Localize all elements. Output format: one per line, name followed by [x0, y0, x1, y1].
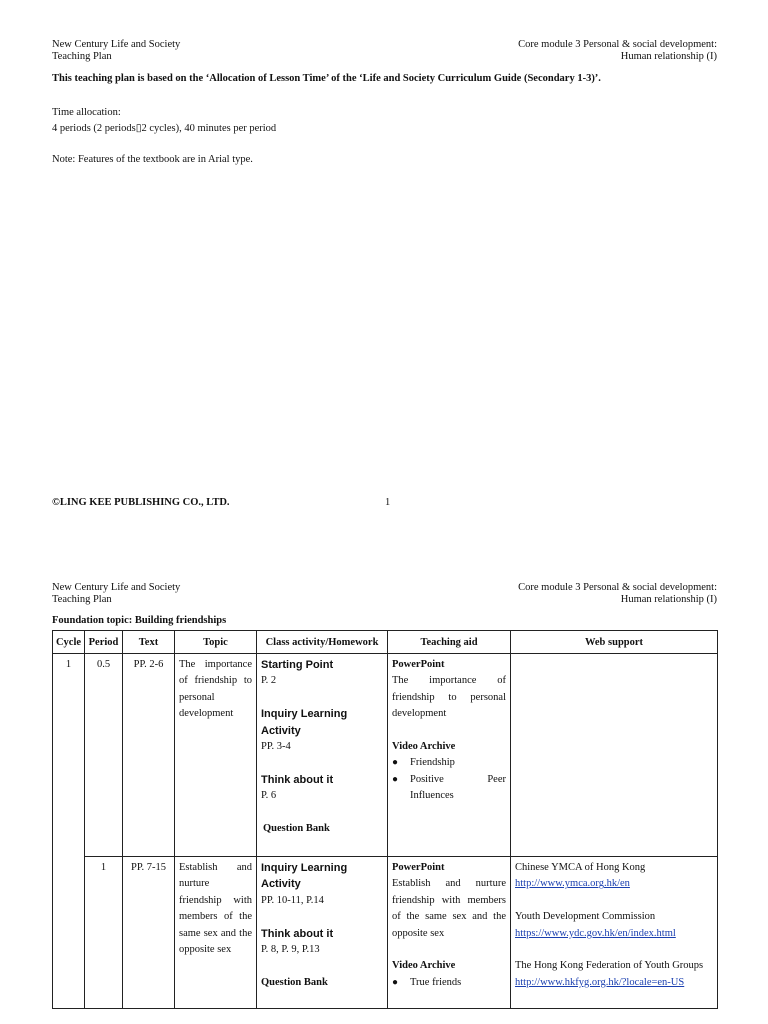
footer-publisher: ©LING KEE PUBLISHING CO., LTD.: [52, 497, 230, 508]
col-topic: Topic: [175, 631, 257, 654]
web-support-cell: [511, 654, 718, 857]
web-resource-name: Youth Development Commission: [515, 911, 656, 923]
activity-cell: [257, 654, 388, 857]
text-pages: PP. 2-6: [133, 659, 164, 670]
col-teaching-aid: Teaching aid: [388, 631, 511, 654]
bullet-icon: ●: [392, 757, 399, 769]
powerpoint-title: PowerPoint: [392, 862, 445, 873]
col-text: Text: [123, 631, 175, 654]
teaching-aid-cell: [388, 654, 511, 857]
activity-title: Think about it: [261, 927, 334, 940]
activity-title: Starting Point: [261, 659, 334, 671]
module-title: Core module 3 Personal & social development:: [518, 582, 717, 593]
teaching-aid-cell: [388, 857, 511, 1009]
table-row: [53, 654, 718, 857]
activity-ref: P. 6: [261, 790, 277, 802]
activity-ref: PP. 3-4: [261, 741, 291, 753]
topic-cell: [175, 857, 257, 1009]
teaching-plan-table: [52, 630, 718, 1009]
bullet-icon: ●: [392, 773, 399, 785]
period-cell: [85, 857, 123, 1009]
col-web-support: Web support: [511, 631, 718, 654]
topic-text: The importance of friendship to personal development: [179, 659, 252, 720]
activity-title: Think about it: [261, 773, 334, 786]
topic-cell: [175, 654, 257, 857]
activity-ref: P. 8, P. 9, P.13: [261, 944, 320, 956]
list-item: ● Positive Peer Influences: [392, 772, 506, 805]
hkfyg-link[interactable]: http://www.hkfyg.org.hk/?locale=en-US: [515, 976, 685, 988]
module-title: Core module 3 Personal & social development:: [518, 39, 717, 50]
text-pages: PP. 7-15: [130, 862, 166, 873]
bullet-icon: ●: [392, 976, 399, 988]
powerpoint-text: Establish and nurture friendship with members of the same sex and the opposite sex: [392, 878, 506, 939]
list-item: ● Friendship: [392, 755, 506, 771]
page-number: 1: [385, 497, 391, 508]
activity-cell: [257, 857, 388, 1009]
foundation-topic: Foundation topic: Building friendships: [52, 615, 227, 626]
ymca-link[interactable]: http://www.ymca.org.hk/en: [515, 878, 630, 890]
module-subtitle: Human relationship (I): [620, 594, 717, 605]
activity-ref: PP. 10-11, P.14: [261, 894, 324, 906]
text-cell: [123, 654, 175, 857]
activity-ref: P. 2: [261, 675, 277, 687]
plan-title: Teaching Plan: [52, 594, 112, 605]
activity-title: Inquiry Learning Activity: [261, 862, 348, 891]
list-item: ● True friends: [392, 975, 506, 991]
video-archive-title: Video Archive: [392, 741, 456, 753]
cycle-cell: [53, 654, 85, 1009]
time-value: 4 periods (2 periods▯2 cycles), 40 minutes per period: [52, 123, 277, 134]
period-value: 0.5: [96, 659, 111, 670]
question-bank: Question Bank: [263, 823, 330, 835]
period-value: 1: [100, 862, 107, 873]
table-row: [53, 857, 718, 1009]
cycle-value: 1: [65, 659, 72, 670]
page1-header-right: [518, 39, 717, 63]
col-cycle: Cycle: [53, 631, 85, 654]
col-period: Period: [85, 631, 123, 654]
intro-line: This teaching plan is based on the ‘Allocation of Lesson Time’ of the ‘Life and Society Curriculum Guide (Secondary 1-3)’.: [52, 73, 601, 84]
powerpoint-text: The importance of friendship to personal development: [392, 675, 506, 720]
question-bank: Question Bank: [261, 976, 328, 988]
powerpoint-title: PowerPoint: [392, 659, 445, 670]
page1-header-left: [52, 39, 180, 63]
web-support-cell: [511, 857, 718, 1009]
plan-title: Teaching Plan: [52, 51, 112, 62]
period-cell: [85, 654, 123, 857]
series-title: New Century Life and Society: [52, 582, 181, 593]
module-subtitle: Human relationship (I): [620, 51, 717, 62]
video-archive-title: Video Archive: [392, 960, 456, 972]
note: Note: Features of the textbook are in Arial type.: [52, 154, 253, 165]
web-resource-name: Chinese YMCA of Hong Kong: [515, 862, 646, 873]
web-resource-name: The Hong Kong Federation of Youth Groups: [515, 960, 704, 972]
activity-title: Inquiry Learning Activity: [261, 708, 348, 737]
ydc-link[interactable]: https://www.ydc.gov.hk/en/index.html: [515, 927, 676, 939]
col-activity: Class activity/Homework: [257, 631, 388, 654]
time-label: Time allocation:: [52, 107, 121, 118]
table-header-row: [53, 631, 718, 654]
topic-text: Establish and nurture friendship with members of the same sex and the opposite sex: [179, 862, 252, 956]
page2-header-right: [518, 582, 717, 606]
series-title: New Century Life and Society: [52, 39, 181, 50]
text-cell: [123, 857, 175, 1009]
page2-header-left: [52, 582, 180, 606]
time-allocation: [52, 105, 276, 137]
